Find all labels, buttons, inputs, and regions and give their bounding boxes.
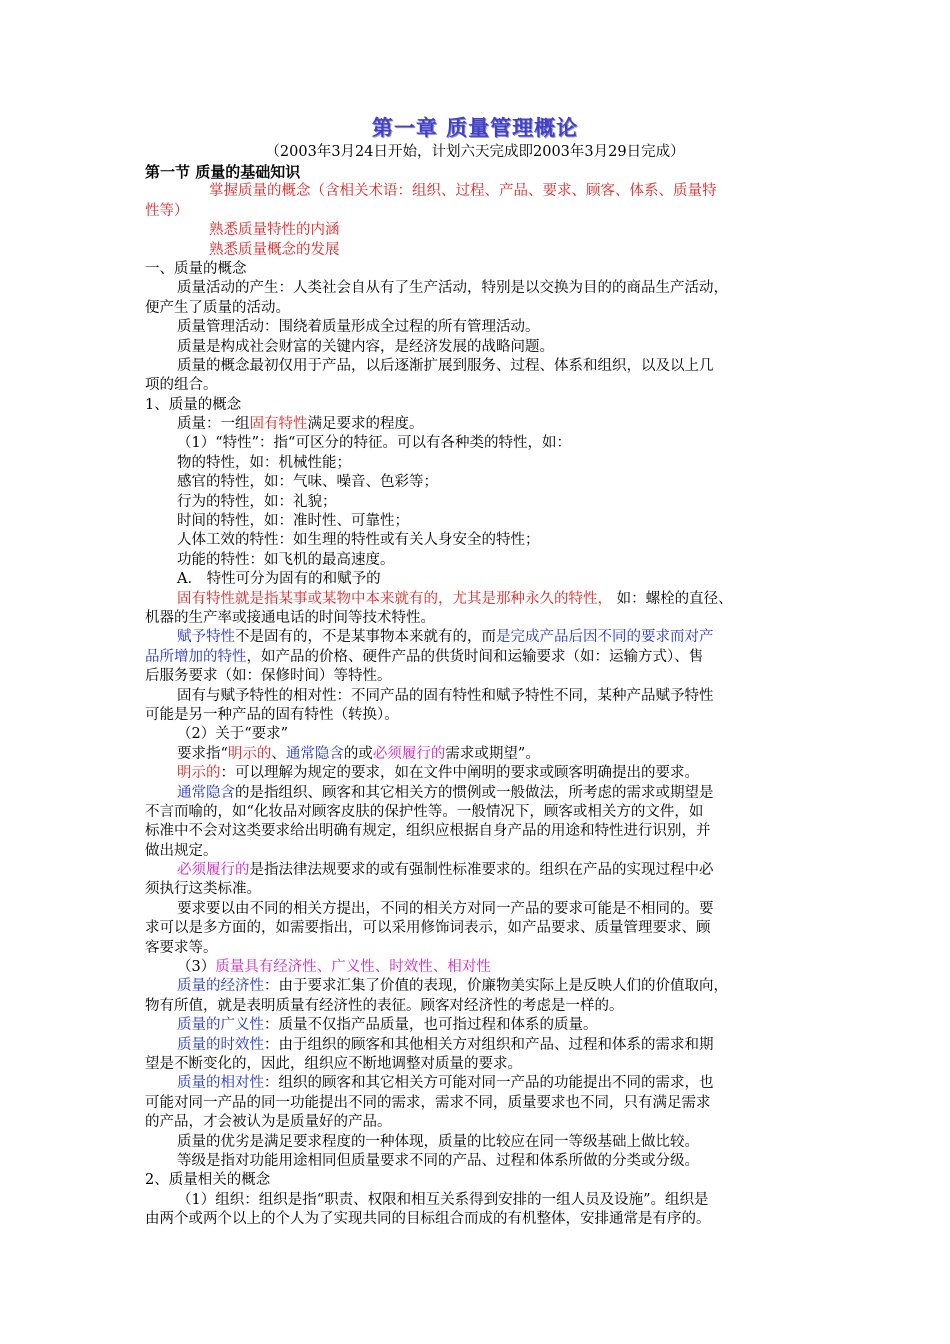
item-characteristic: （1）“特性”：指“可区分的特征。可以有各种类的特性，如：: [177, 435, 571, 452]
para-management-activity: 质量管理活动：围绕着质量形成全过程的所有管理活动。: [177, 319, 540, 336]
heading-quality-concept: 一、质量的概念: [145, 260, 247, 277]
relativity-quality-paragraph: 质量的相对性：组织的顾客和其它相关方可能对同一产品的功能提出不同的需求，也: [177, 1075, 714, 1092]
implied-definition-cont: 做出规定。: [145, 842, 218, 859]
requirement-definition: 要求指“明示的、通常隐含的或必须履行的需求或期望”。: [177, 745, 540, 762]
relativity-quality-paragraph-cont: 的产品，才会被认为是质量好的产品。: [145, 1114, 392, 1131]
kind-item: 感官的特性，如：气味、噪音、色彩等；: [177, 474, 438, 491]
relativity-quality-paragraph-cont: 可能对同一产品的同一功能提出不同的需求，需求不同，质量要求也不同，只有满足需求: [145, 1094, 711, 1111]
para-concept-scope-cont: 项的组合。: [145, 377, 218, 394]
explicit-definition: 明示的：可以理解为规定的要求，如在文件中阐明的要求或顾客明确提出的要求。: [177, 765, 699, 782]
quality-definition: 质量：一组固有特性满足要求的程度。: [177, 416, 424, 433]
kind-item: 人体工效的特性：如生理的特性或有关人身安全的特性；: [177, 532, 540, 549]
assigned-definition-cont: 品所增加的特性，如产品的价格、硬件产品的供货时间和运输要求（如：运输方式）、售: [145, 648, 704, 665]
objective-3: 熟悉质量概念的发展: [209, 241, 340, 258]
section-heading: 第一节 质量的基础知识: [145, 163, 301, 181]
implied-definition-cont: 不言而喻的，如“化妆品对顾客皮肤的保护性等。一般情况下，顾客或相关方的文件，如: [145, 803, 704, 820]
requirements-paragraph-cont: 客要求等。: [145, 939, 218, 956]
item-a-inherent-assigned: A． 特性可分为固有的和赋予的: [177, 571, 381, 588]
inherent-definition-cont: 机器的生产率或接通电话的时间等技术特性。: [145, 609, 435, 626]
para-grade: 等级是指对功能用途相同但质量要求不同的产品、过程和体系所做的分类或分级。: [177, 1152, 699, 1169]
organization-definition-cont: 由两个或两个以上的个人为了实现共同的目标组合而成的有机整体，安排通常是有序的。: [145, 1211, 711, 1228]
inherent-definition: 固有特性就是指某事或某物中本来就有的，尤其是那种永久的特性， 如：螺栓的直径、: [177, 590, 733, 607]
objective-1: 掌握质量的概念（含相关术语：组织、过程、产品、要求、顾客、体系、质量特: [209, 183, 717, 200]
assigned-definition-cont: 后服务要求（如：保修时间）等特性。: [145, 668, 392, 685]
objective-2: 熟悉质量特性的内涵: [209, 222, 340, 239]
implied-definition-cont: 标准中不会对这类要求给出明确有规定，组织应根据自身产品的用途和特性进行识别，并: [145, 823, 711, 840]
para-quality-activity-cont: 便产生了质量的活动。: [145, 299, 290, 316]
para-quality-comparison: 质量的优劣是满足要求程度的一种体现，质量的比较应在同一等级基础上做比较。: [177, 1133, 699, 1150]
kind-item: 物的特性，如：机械性能；: [177, 454, 351, 471]
organization-definition: （1）组织：组织是指“职责、权限和相互关系得到安排的一组人员及设施”。组织是: [177, 1191, 709, 1208]
implied-definition: 通常隐含的是指组织、顾客和其它相关方的惯例或一般做法，所考虑的需求或期望是: [177, 784, 714, 801]
economy-paragraph: 质量的经济性：由于要求汇集了价值的表现，价廉物美实际上是反映人们的价值取向，: [177, 978, 728, 995]
requirements-paragraph-cont: 求可以是多方面的，如需要指出，可以采用修饰词表示，如产品要求、质量管理要求、顾: [145, 920, 711, 937]
para-concept-scope: 质量的概念最初仅用于产品，以后逐渐扩展到服务、过程、体系和组织，以及以上几: [177, 357, 714, 374]
timeliness-paragraph: 质量的时效性：由于组织的顾客和其他相关方对组织和产品、过程和体系的需求和期: [177, 1036, 714, 1053]
document-body: [145, 163, 817, 1229]
heading-1-quality-concept: 1、质量的概念: [145, 396, 242, 413]
kind-item: 功能的特性：如飞机的最高速度。: [177, 551, 395, 568]
requirements-paragraph: 要求要以由不同的相关方提出，不同的相关方对同一产品的要求可能是不相同的。要: [177, 900, 714, 917]
mandatory-definition: 必须履行的是指法律法规要求的或有强制性标准要求的。组织在产品的实现过程中必: [177, 862, 714, 879]
generality-paragraph: 质量的广义性：质量不仅指产品质量，也可指过程和体系的质量。: [177, 1017, 598, 1034]
chapter-title: 第一章 质量管理概论: [371, 116, 579, 140]
item-requirement: （2）关于“要求”: [177, 726, 289, 743]
para-social-wealth: 质量是构成社会财富的关键内容，是经济发展的战略问题。: [177, 338, 554, 355]
item-quality-properties: （3）质量具有经济性、广义性、时效性、相对性: [177, 959, 491, 976]
term-inherent-characteristic: 固有特性: [249, 416, 308, 433]
assigned-definition: 赋予特性不是固有的，不是某事物本来就有的，而是完成产品后因不同的要求而对产: [177, 629, 714, 646]
economy-paragraph-cont: 物有所值，就是表明质量有经济性的表征。顾客对经济性的考虑是一样的。: [145, 997, 624, 1014]
mandatory-definition-cont: 须执行这类标准。: [145, 881, 261, 898]
schedule-note: （2003年3月24日开始，计划六天完成即2003年3月29日完成）: [265, 144, 685, 160]
timeliness-paragraph-cont: 望是不断变化的，因此，组织应不断地调整对质量的要求。: [145, 1055, 522, 1072]
para-quality-activity: 质量活动的产生：人类社会自从有了生产活动，特别是以交换为目的的商品生产活动，: [177, 280, 728, 297]
objective-1-cont: 性等）: [145, 202, 189, 219]
kind-item: 时间的特性，如：准时性、可靠性；: [177, 513, 409, 530]
kind-item: 行为的特性，如：礼貌；: [177, 493, 337, 510]
heading-2-related-concepts: 2、质量相关的概念: [145, 1172, 271, 1189]
relativity-paragraph-cont: 可能是另一种产品的固有特性（转换）。: [145, 706, 399, 723]
relativity-paragraph: 固有与赋予特性的相对性：不同产品的固有特性和赋予特性不同，某种产品赋予特性: [177, 687, 714, 704]
